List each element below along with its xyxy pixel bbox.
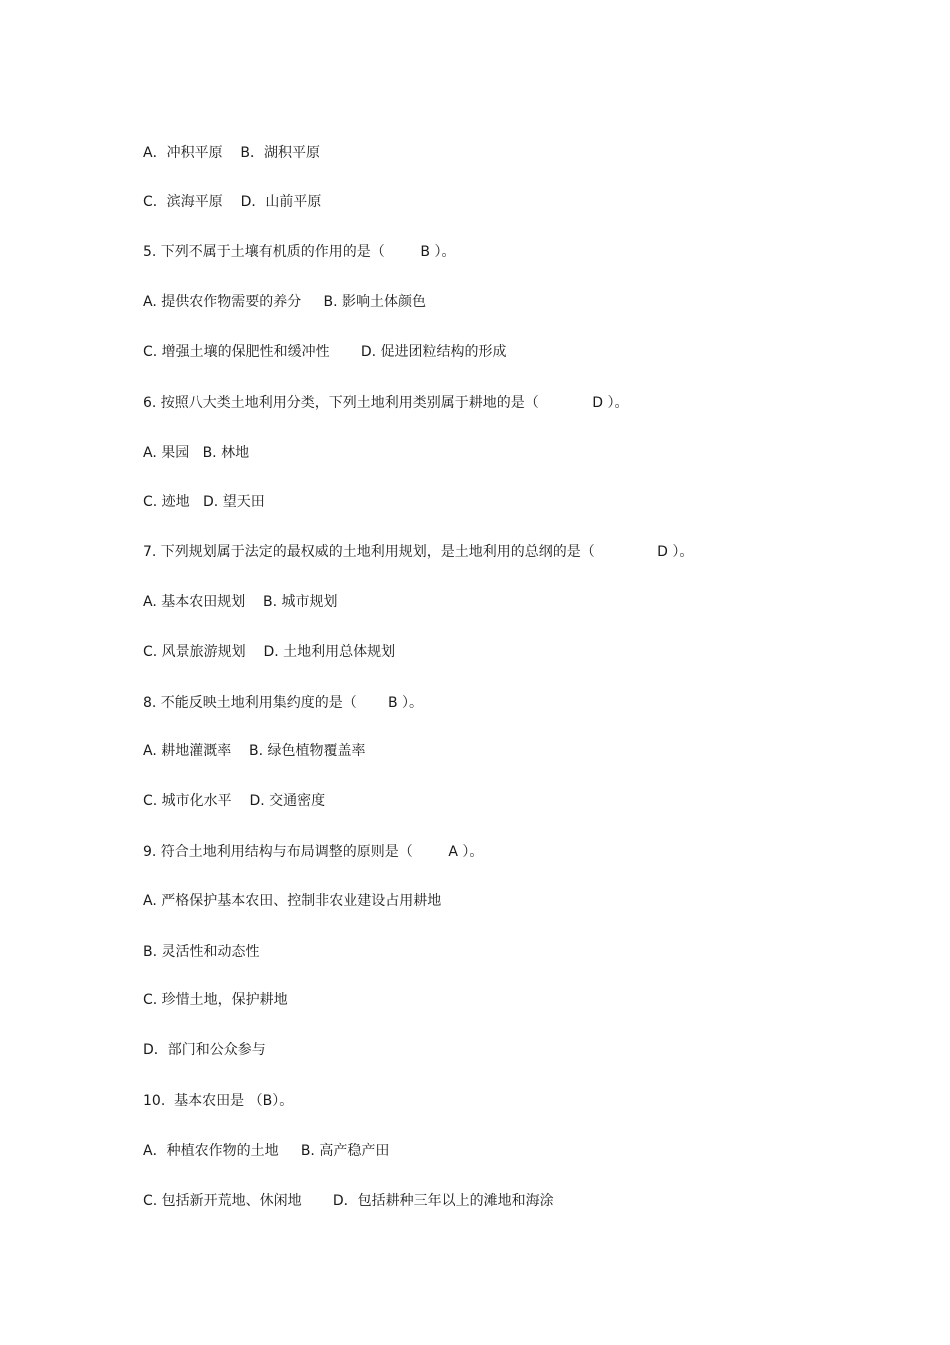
option-line-q10-ab: A．种植农作物的土地 B. 高产稳产田 (143, 1143, 390, 1159)
option-line-q8-ab: A. 耕地灌溉率 B. 绿色植物覆盖率 (143, 743, 366, 759)
option-q9-d: D．部门和公众参与 (143, 1042, 266, 1058)
option-line-q10-cd: C. 包括新开荒地、休闲地 D．包括耕种三年以上的滩地和海涂 (143, 1193, 554, 1209)
option-line-q6-ab: A. 果园 B. 林地 (143, 445, 250, 461)
question-8: 8. 不能反映土地利用集约度的是（ B ）。 (143, 695, 424, 711)
option-q9-b: B. 灵活性和动态性 (143, 944, 260, 960)
option-line-q7-ab: A. 基本农田规划 B. 城市规划 (143, 594, 338, 610)
question-7: 7. 下列规划属于法定的最权威的土地利用规划，是土地利用的总纲的是（ D ）。 (143, 544, 694, 560)
option-line-q5-cd: C. 增强土壤的保肥性和缓冲性 D. 促进团粒结构的形成 (143, 344, 507, 360)
question-5: 5. 下列不属于土壤有机质的作用的是（ B ）。 (143, 244, 456, 260)
question-10: 10. 基本农田是 （B）。 (143, 1093, 294, 1109)
option-q9-c: C. 珍惜土地，保护耕地 (143, 992, 288, 1008)
question-9: 9. 符合土地利用结构与布局调整的原则是（ A ）。 (143, 844, 484, 860)
option-q9-a: A. 严格保护基本农田、控制非农业建设占用耕地 (143, 893, 442, 909)
option-line-q7-cd: C. 风景旅游规划 D. 土地利用总体规划 (143, 644, 396, 660)
option-line-q4-cd: C．滨海平原 D．山前平原 (143, 194, 322, 210)
option-line-q8-cd: C. 城市化水平 D. 交通密度 (143, 793, 326, 809)
option-line-q5-ab: A. 提供农作物需要的养分 B. 影响土体颜色 (143, 294, 426, 310)
option-line-q4-ab: A．冲积平原 B．湖积平原 (143, 145, 320, 161)
question-6: 6. 按照八大类土地利用分类，下列土地利用类别属于耕地的是（ D ）。 (143, 395, 629, 411)
option-line-q6-cd: C. 迹地 D. 望天田 (143, 494, 265, 510)
